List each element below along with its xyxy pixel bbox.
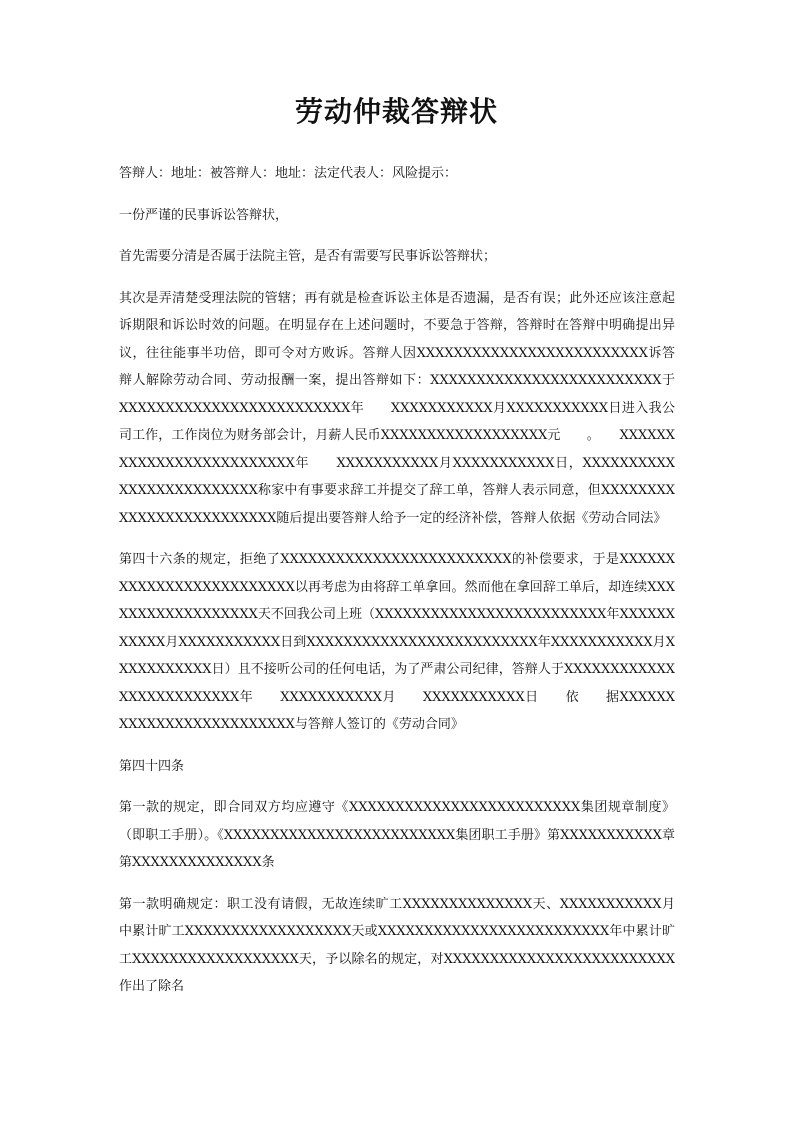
paragraph-article-44-heading: 第四十四条 — [119, 758, 185, 774]
paragraph-main-defense: 其次是弄清楚受理法院的管辖；再有就是检查诉讼主体是否遗漏，是否有误；此外还应该注意起诉期限和诉讼时效的问题。在明显存在上述问题时，不要急于答辩，答辩时在答辩中明确提出异议，往往能事半功倍，即可令对方败诉。答辩人因XXXXXXXXXXXXXXXXXXXXXXXXX诉答辩人解除劳动合同、劳动报酬一案，提出答辩如下：XXXXXXXXXXXXXXXXXXXXXXXXX于 XXXXXXXXXXXXXXXXXXXXXXXXX年 XXXXXXXXXXX月XXXXXXXXXXX日进入我公司工作，工作岗位为财务部会计，月薪人民币XXXXXXXXXXXXXXXXXX元 。 XXXXXXXXXXXXXXXXXXXXXXXXX年 XXXXXXXXXXX月XXXXXXXXXXX日，XXXXXXXXXXXXXXXXXXXXXXXXX称家中有事要求辞工并提交了辞工单，答辩人表示同意，但XXXXXXXXXXXXXXXXXXXXXXXXX随后提出要答辩人给予一定的经济补偿，答辩人依据《劳动合同法》 — [119, 290, 702, 526]
paragraph-parties: 答辩人：地址：被答辩人：地址：法定代表人：风险提示： — [119, 166, 458, 181]
document-title: 劳动仲裁答辩状 — [294, 95, 498, 128]
paragraph-rules: 第一款的规定，即合同双方均应遵守《XXXXXXXXXXXXXXXXXXXXXXXXX集团规章制度》（即职工手册）。《XXXXXXXXXXXXXXXXXXXXXXXXX集团职工手册》第XXXXXXXXXXX章第XXXXXXXXXXXXXX条 — [119, 800, 675, 870]
document-body — [119, 160, 702, 1015]
paragraph-dismissal: 第一款明确规定：职工没有请假，无故连续旷工XXXXXXXXXXXXXX天、XXXXXXXXXXX月中累计旷工XXXXXXXXXXXXXXXXXX天或XXXXXXXXXXXXXXXXXXXXXXXXX年中累计旷工XXXXXXXXXXXXXXXXXX天，予以除名的规定，对XXXXXXXXXXXXXXXXXXXXXXXXX作出了除名 — [119, 896, 675, 994]
paragraph-article-46: 第四十六条的规定，拒绝了XXXXXXXXXXXXXXXXXXXXXXXXX的补偿要求，于是XXXXXXXXXXXXXXXXXXXXXXXXX以再考虑为由将辞工单拿回。然而他在拿回辞工单后，却连续XXXXXXXXXXXXXXXXXX天不回我公司上班（XXXXXXXXXXXXXXXXXXXXXXXXX年XXXXXXXXXXX月XXXXXXXXXXX日到XXXXXXXXXXXXXXXXXXXXXXXXX年XXXXXXXXXXX月XXXXXXXXXXX日）且不接听公司的任何电话，为了严肃公司纪律，答辩人于XXXXXXXXXXXXXXXXXXXXXXXXX年 XXXXXXXXXXX月 XXXXXXXXXXX日 依 据XXXXXXXXXXXXXXXXXXXXXXXXX与答辩人签订的《劳动合同》 — [119, 552, 675, 732]
paragraph-jurisdiction: 首先需要分清是否属于法院主管，是否有需要写民事诉讼答辩状； — [119, 249, 497, 264]
paragraph-intro: 一份严谨的民事诉讼答辩状， — [119, 207, 289, 223]
